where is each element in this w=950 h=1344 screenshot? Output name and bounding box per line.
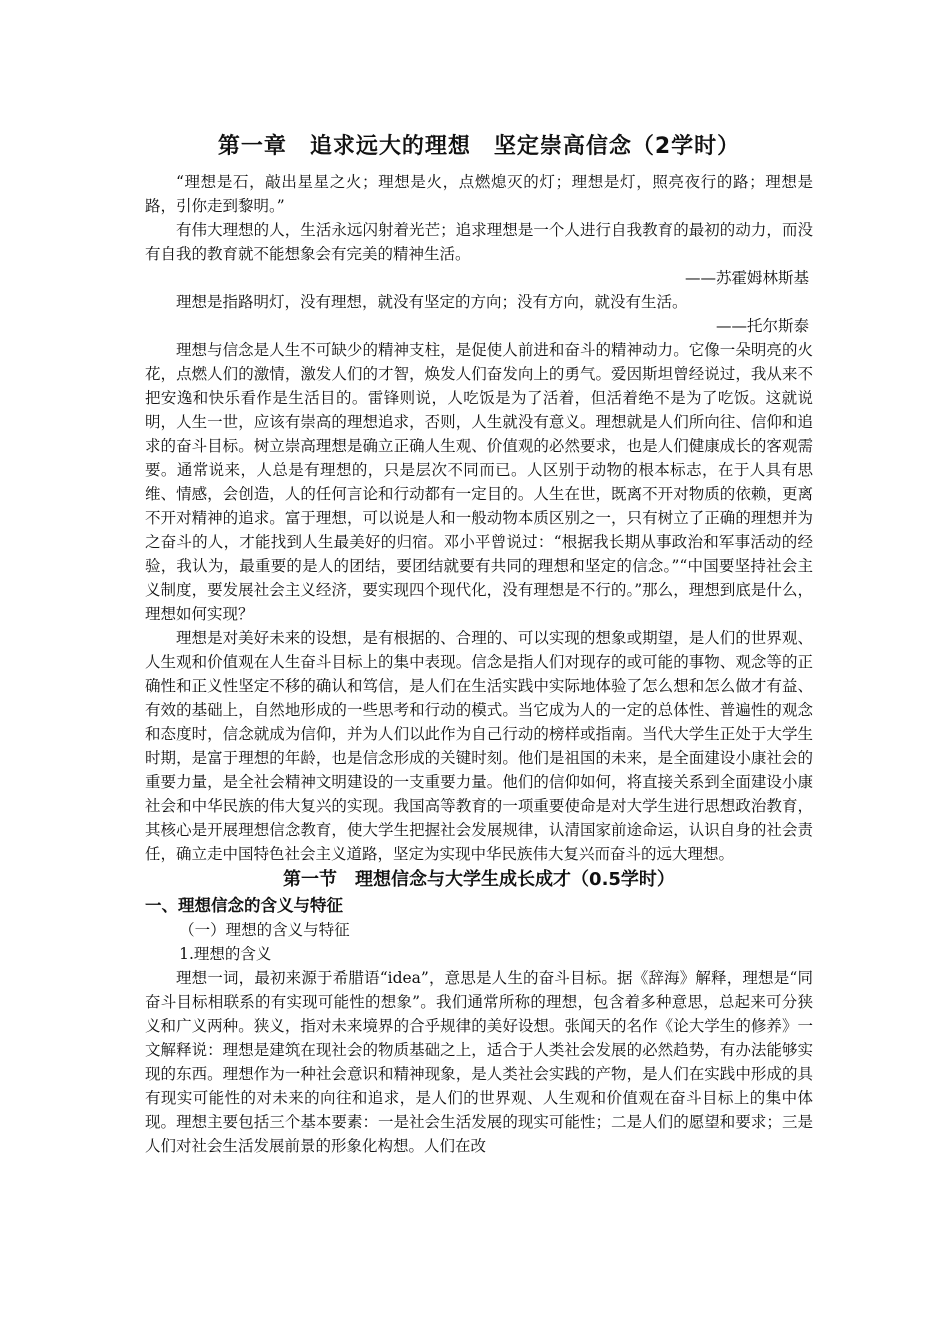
chapter-title: 第一章 追求远大的理想 坚定崇高信念（2学时）	[217, 134, 741, 159]
quote-paragraph: 理想是指路明灯，没有理想，就没有坚定的方向；没有方向，就没有生活。	[176, 293, 688, 311]
body-paragraph: 理想是对美好未来的设想，是有根据的、合理的、可以实现的想象或期望，是人们的世界观、人生观和价值观在人生奋斗目标上的集中表现。信念是指人们对现存的或可能的事物、观念等的正确性和正义性坚定不移的确认和笃信，是人们在生活实践中实际地体验了怎么想和怎么做才有益、有效的基础上，自然地形成的一些思考和行动的模式。当它成为人的一定的总体性、普遍性的观念和态度时，信念就成为信仰，并为人们以此作为自己行动的榜样或指南。当代大学生正处于大学生时期，是富于理想的年龄，也是信念形成的关键时刻。他们是祖国的未来，是全面建设小康社会的重要力量，是全社会精神文明建设的一支重要力量。他们的信仰如何，将直接关系到全面建设小康社会和中华民族的伟大复兴的实现。我国高等教育的一项重要使命是对大学生进行思想政治教育，其核心是开展理想信念教育，使大学生把握社会发展规律，认清国家前途命运，认识自身的社会责任，确立走中国特色社会主义道路，坚定为实现中华民族伟大复兴而奋斗的远大理想。	[145, 629, 813, 863]
quote-attribution: ——苏霍姆林斯基	[684, 269, 809, 287]
heading-level-2: （一）理想的含义与特征	[179, 921, 350, 939]
quote-attribution: ——托尔斯泰	[715, 317, 809, 335]
heading-level-3: 1.理想的含义	[179, 945, 272, 963]
section-title: 第一节 理想信念与大学生成长成才（0.5学时）	[283, 869, 675, 890]
heading-level-1: 一、理想信念的含义与特征	[145, 896, 343, 915]
quote-paragraph: “理想是石，敲出星星之火；理想是火，点燃熄灭的灯；理想是灯，照亮夜行的路；理想是路，引你走到黎明。”	[145, 173, 813, 215]
quote-paragraph: 有伟大理想的人，生活永远闪射着光芒；追求理想是一个人进行自我教育的最初的动力，而没有自我的教育就不能想象会有完美的精神生活。	[145, 221, 813, 263]
body-paragraph: 理想与信念是人生不可缺少的精神支柱，是促使人前进和奋斗的精神动力。它像一朵明亮的火花，点燃人们的激情，激发人们的才智，焕发人们奋发向上的勇气。爱因斯坦曾经说过，我从来不把安逸和快乐看作是生活目的。雷锋则说，人吃饭是为了活着，但活着绝不是为了吃饭。这就说明，人生一世，应该有崇高的理想追求，否则，人生就没有意义。理想就是人们所向往、信仰和追求的奋斗目标。树立崇高理想是确立正确人生观、价值观的必然要求，也是人们健康成长的客观需要。通常说来，人总是有理想的，只是层次不同而已。人区别于动物的根本标志，在于人具有思维、情感，会创造，人的任何言论和行动都有一定目的。人生在世，既离不开对物质的依赖，更离不开对精神的追求。富于理想，可以说是人和一般动物本质区别之一，只有树立了正确的理想并为之奋斗的人，才能找到人生最美好的归宿。邓小平曾说过：“根据我长期从事政治和军事活动的经验，我认为，最重要的是人的团结，要团结就要有共同的理想和坚定的信念。”“中国要坚持社会主义制度，要发展社会主义经济，要实现四个现代化，没有理想是不行的。”那么，理想到底是什么，理想如何实现？	[145, 341, 813, 623]
body-paragraph: 理想一词，最初来源于希腊语“idea”，意思是人生的奋斗目标。据《辞海》解释，理想是“同奋斗目标相联系的有实现可能性的想象”。我们通常所称的理想，包含着多种意思，总起来可分狭义和广义两种。狭义，指对未来境界的合乎规律的美好设想。张闻天的名作《论大学生的修养》一文解释说：理想是建筑在现社会的物质基础之上，适合于人类社会发展的必然趋势，有办法能够实现的东西。理想作为一种社会意识和精神现象，是人类社会实践的产物，是人们在实践中形成的具有现实可能性的对未来的向往和追求，是人们的世界观、人生观和价值观在奋斗目标上的集中体现。理想主要包括三个基本要素：一是社会生活发展的现实可能性；二是人们的愿望和要求；三是人们对社会生活发展前景的形象化构想。人们在改	[145, 969, 813, 1155]
document-page	[145, 128, 813, 1158]
